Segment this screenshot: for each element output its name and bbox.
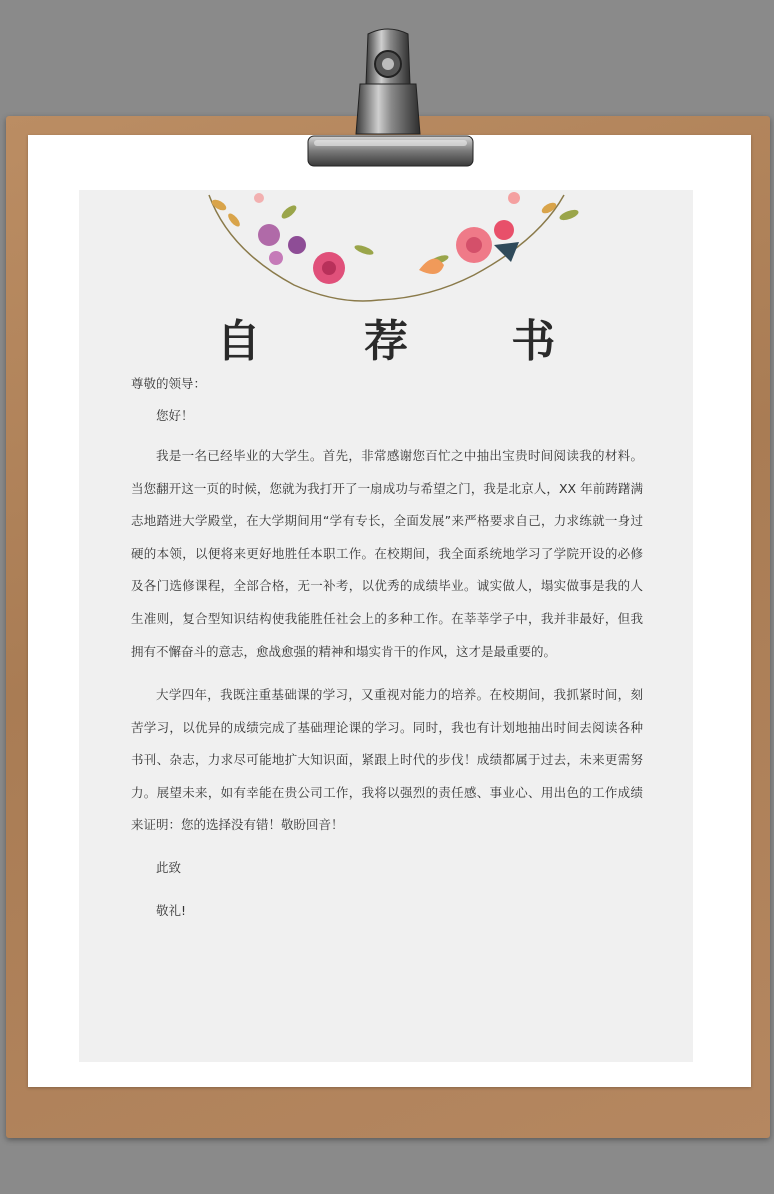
greeting: 您好！ xyxy=(156,408,194,423)
closing-line-1: 此致 xyxy=(156,860,182,875)
letter-paper xyxy=(79,190,693,1062)
body-paragraph-1: 我是一名已经毕业的大学生。首先，非常感谢您百忙之中抽出宝贵时间阅读我的材料。当您翻开这一页的时候，您就为我打开了一扇成功与希望之门，我是北京人，XX 年前踌躇满志地踏进大学殿堂，在大学期间用“学有专长，全面发展”来严格要求自己，力求练就一身过硬的本领，以便将来更好地胜任本职工作。在校期间，我全面系统地学习了学院开设的必修及各门选修课程，全部合格，无一补考，以优秀的成绩毕业。诚实做人，塌实做事是我的人生准则，复合型知识结构使我能胜任社会上的多种工作。在莘莘学子中，我并非最好，但我拥有不懈奋斗的意志，愈战愈强的精神和塌实肯干的作风，这才是最重要的。 xyxy=(131,448,643,659)
closing-line-2: 敬礼! xyxy=(156,903,187,918)
binder-clip-icon xyxy=(298,24,478,176)
body-paragraph-2: 大学四年，我既注重基础课的学习，又重视对能力的培养。在校期间，我抓紧时间，刻苦学习，以优异的成绩完成了基础理论课的学习。同时，我也有计划地抽出时间去阅读各种书刊、杂志，力求尽可能地扩大知识面，紧跟上时代的步伐！成绩都属于过去，未来更需努力。展望未来，如有幸能在贵公司工作，我将以强烈的责任感、事业心、用出色的工作成绩来证明：您的选择没有错！敬盼回音！ xyxy=(131,687,643,833)
page-title: 自 荐 书 xyxy=(216,316,600,367)
salutation: 尊敬的领导： xyxy=(131,376,207,391)
flower-wreath-icon xyxy=(79,190,693,310)
